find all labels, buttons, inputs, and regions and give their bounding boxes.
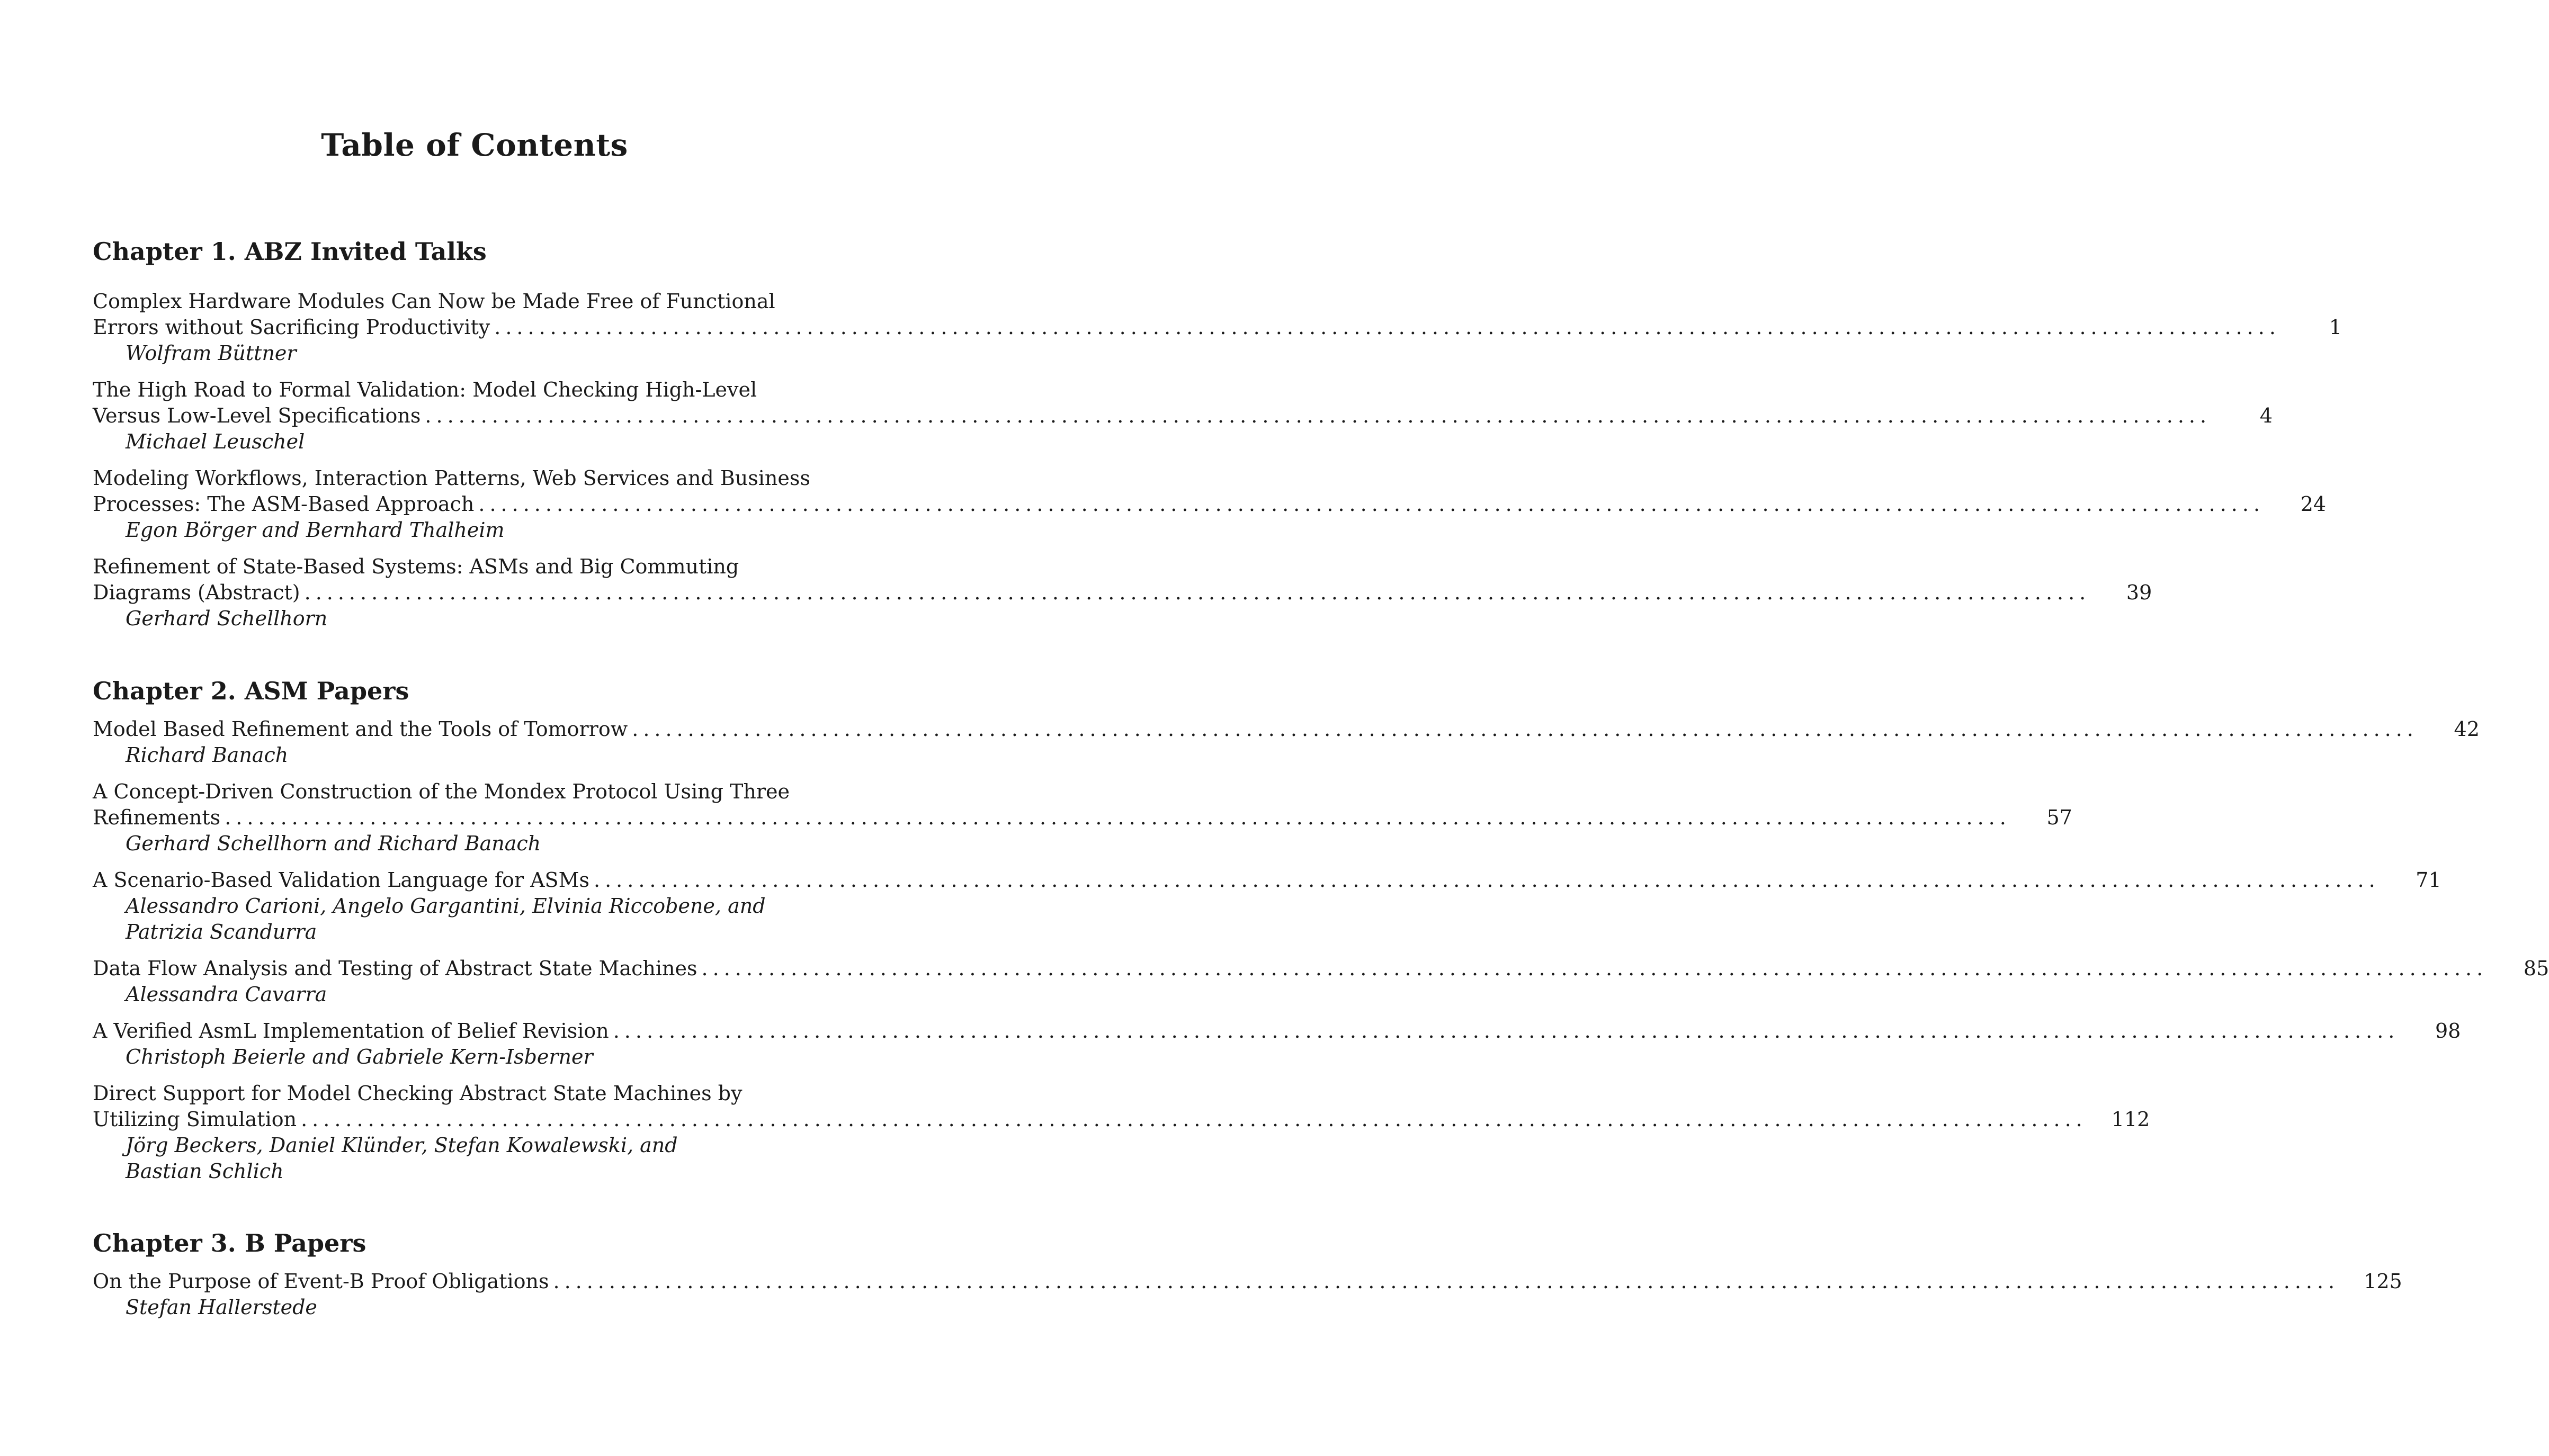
dot-leader: ................................................................................................................................................................: [613, 1019, 2400, 1042]
page-number: 71: [2416, 868, 2441, 892]
toc-entry[interactable]: [93, 1081, 2150, 1184]
entry-title-line: Refinement of State-Based Systems: ASMs and Big Commuting: [93, 555, 739, 578]
author-line: Jörg Beckers, Daniel Klünder, Stefan Kowalewski, and: [126, 1134, 678, 1157]
chapter-heading: Chapter 3. B Papers: [93, 1229, 366, 1257]
author-line: Wolfram Büttner: [126, 341, 297, 365]
author-line: Gerhard Schellhorn: [126, 607, 328, 630]
entry-authors: [93, 893, 855, 945]
entry-title-line: The High Road to Formal Validation: Model Checking High-Level: [93, 378, 757, 401]
toc-entry[interactable]: [93, 716, 2480, 768]
toc-entry[interactable]: [93, 377, 2273, 455]
author-line: Michael Leuschel: [126, 430, 305, 453]
entry-authors: [93, 1044, 855, 1070]
author-line: Alessandro Carioni, Angelo Gargantini, Elvinia Riccobene, and: [126, 894, 766, 918]
entry-title-text: Versus Low-Level Specifications: [93, 404, 421, 427]
chapter-heading: Chapter 2. ASM Papers: [93, 677, 409, 705]
chapter-2: [93, 675, 2549, 1183]
dot-leader: ................................................................................................................................................................: [478, 492, 2265, 516]
entry-title-final-line: [93, 491, 2327, 517]
author-line: Richard Banach: [126, 743, 289, 767]
toc-entry[interactable]: [93, 779, 2072, 857]
toc-entry[interactable]: [93, 867, 2441, 945]
toc-entry[interactable]: [93, 1018, 2461, 1070]
entry-title-text: Errors without Sacrificing Productivity: [93, 316, 490, 339]
chapter-entries: [93, 289, 2342, 642]
chapter-entries: [93, 716, 2549, 1195]
entry-title-text: Processes: The ASM-Based Approach: [93, 492, 475, 516]
entry-title-final-line: [93, 805, 2072, 831]
entry-title-text: A Verified AsmL Implementation of Belief Revision: [93, 1019, 609, 1042]
chapter-3: [93, 1227, 2402, 1319]
entry-title-text: Data Flow Analysis and Testing of Abstract State Machines: [93, 957, 697, 980]
entry-title-line: Modeling Workflows, Interaction Patterns, Web Services and Business: [93, 466, 810, 490]
toc-entry[interactable]: [93, 1269, 2402, 1320]
entry-title-text: On the Purpose of Event-B Proof Obligations: [93, 1270, 549, 1293]
entry-authors: [93, 1133, 855, 1184]
page-number: 85: [2523, 957, 2549, 980]
entry-title-final-line: [93, 1018, 2461, 1044]
entry-title-text: Utilizing Simulation: [93, 1108, 297, 1131]
entry-authors: [93, 429, 855, 455]
page-number: 42: [2454, 717, 2480, 741]
page-number: 98: [2435, 1019, 2461, 1042]
entry-title-final-line: [93, 1107, 2150, 1133]
entry-authors: [93, 982, 855, 1008]
entry-title-text: A Scenario-Based Validation Language for ASMs: [93, 868, 589, 892]
page-number: 125: [2364, 1270, 2402, 1293]
dot-leader: ................................................................................................................................................................: [594, 868, 2380, 892]
dot-leader: ................................................................................................................................................................: [553, 1270, 2340, 1293]
entry-title-final-line: [93, 314, 2342, 340]
dot-leader: ................................................................................................................................................................: [632, 717, 2418, 741]
entry-title-line: A Concept-Driven Construction of the Mondex Protocol Using Three: [93, 780, 790, 803]
entry-authors: [93, 742, 855, 768]
chapter-1: [93, 236, 2342, 630]
dot-leader: ................................................................................................................................................................: [494, 316, 2280, 339]
toc-entry[interactable]: [93, 289, 2342, 366]
chapter-entries: [93, 1269, 2402, 1331]
entry-title-final-line: [93, 716, 2480, 742]
toc-entry[interactable]: [93, 554, 2152, 632]
dot-leader: ................................................................................................................................................................: [425, 404, 2212, 427]
entry-title-final-line: [93, 403, 2273, 429]
page-number: 57: [2046, 806, 2072, 829]
entry-title-text: Refinements: [93, 806, 221, 829]
chapter-heading: Chapter 1. ABZ Invited Talks: [93, 237, 487, 266]
author-line: Stefan Hallerstede: [126, 1296, 317, 1319]
entry-authors: [93, 1295, 855, 1320]
page-number: 24: [2300, 492, 2327, 516]
author-line: Egon Börger and Bernhard Thalheim: [126, 518, 505, 542]
entry-title-final-line: [93, 867, 2441, 893]
page-title: Table of Contents: [321, 127, 628, 163]
author-line: Alessandra Cavarra: [126, 983, 327, 1006]
page-number: 112: [2111, 1108, 2150, 1131]
dot-leader: ................................................................................................................................................................: [701, 957, 2488, 980]
author-line: Gerhard Schellhorn and Richard Banach: [126, 832, 541, 855]
dot-leader: ................................................................................................................................................................: [225, 806, 2011, 829]
entry-title-line: Complex Hardware Modules Can Now be Made Free of Functional: [93, 290, 775, 313]
entry-authors: [93, 606, 855, 632]
page-number: 1: [2329, 316, 2342, 339]
author-line: Patrizia Scandurra: [126, 920, 317, 943]
entry-title-final-line: [93, 1269, 2402, 1295]
author-line: Bastian Schlich: [126, 1160, 284, 1183]
toc-entry[interactable]: [93, 465, 2327, 543]
author-line: Christoph Beierle and Gabriele Kern-Isberner: [126, 1045, 593, 1068]
entry-authors: [93, 831, 855, 857]
toc-entry[interactable]: [93, 956, 2549, 1008]
entry-authors: [93, 517, 855, 543]
entry-title-line: Direct Support for Model Checking Abstract State Machines by: [93, 1082, 743, 1105]
entry-title-text: Diagrams (Abstract): [93, 581, 300, 604]
dot-leader: ................................................................................................................................................................: [304, 581, 2091, 604]
page-number: 39: [2126, 581, 2152, 604]
entry-title-final-line: [93, 580, 2152, 606]
entry-title-text: Model Based Refinement and the Tools of Tomorrow: [93, 717, 628, 741]
dot-leader: ................................................................................................................................................................: [301, 1108, 2087, 1131]
entry-title-final-line: [93, 956, 2549, 982]
entry-authors: [93, 340, 855, 366]
page-number: 4: [2259, 404, 2273, 427]
